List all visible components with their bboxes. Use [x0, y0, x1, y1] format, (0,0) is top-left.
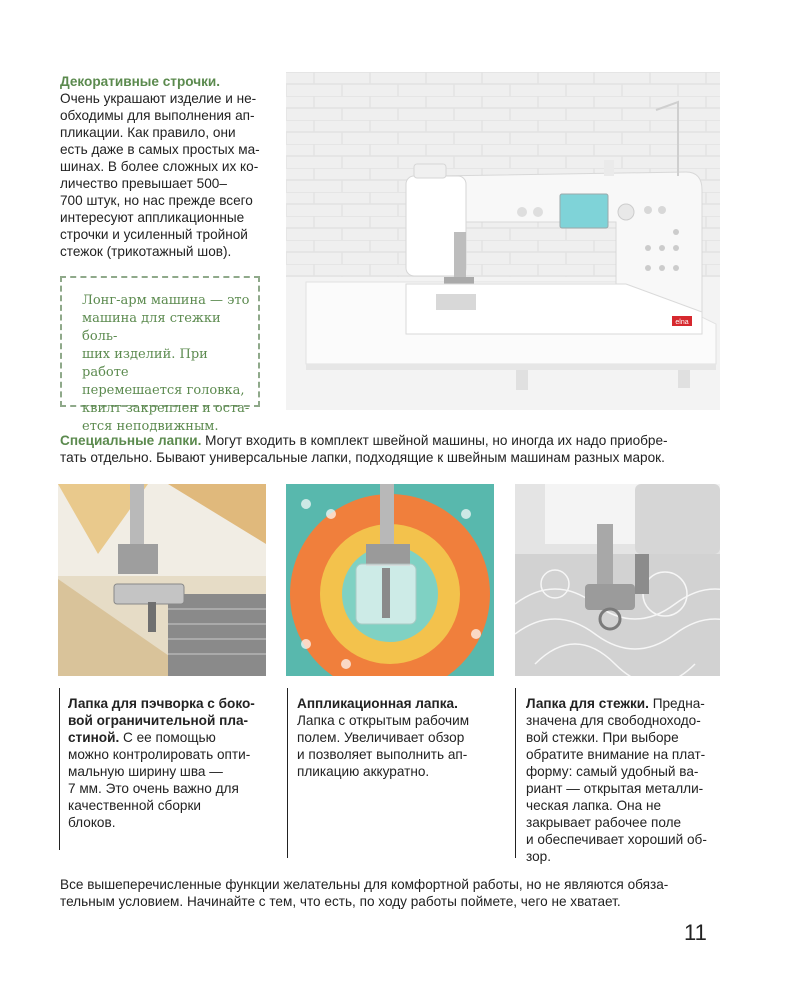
caption-line: зор. [526, 849, 551, 864]
caption-rule-3 [515, 688, 516, 858]
summary-line-1: Все вышеперечисленные функции желательны для комфортной работы, но не являются обяза- [60, 877, 669, 892]
caption-line: качественной сборки [68, 798, 201, 813]
page-number: 11 [684, 920, 707, 945]
brand-logo-text: elna [675, 319, 689, 326]
caption-line: и обеспечивает хороший об- [526, 832, 707, 847]
caption-line: форму: самый удобный ва- [526, 764, 699, 779]
decorative-line: строчки и усиленный тройной [60, 227, 248, 242]
caption-heading-line: вой ограничительной пла- [68, 713, 249, 728]
caption-line: можно контролировать опти- [68, 747, 251, 762]
summary-line-2: тельным условием. Начинайте с тем, что есть, по ходу работы поймете, чего не хватает. [60, 894, 621, 909]
caption-line: 7 мм. Это очень важно для [68, 781, 239, 796]
note-line: квилт закреплен и оста- [82, 401, 250, 416]
note-line: перемешается головка, [82, 383, 245, 398]
caption-line: значена для свободноходо- [526, 713, 701, 728]
caption-line: блоков. [68, 815, 116, 830]
applique-foot-caption [297, 695, 497, 780]
quilting-foot-caption [526, 695, 726, 865]
caption-text: С ее помощью [119, 730, 216, 745]
note-line: ется неподвижным. [82, 419, 219, 434]
applique-foot-photo [286, 484, 494, 676]
summary-paragraph [60, 876, 730, 910]
caption-line: закрывает рабочее поле [526, 815, 682, 830]
special-feet-paragraph [60, 432, 730, 466]
decorative-line: стежок (трикотажный шов). [60, 244, 232, 259]
decorative-line: обходимы для выполнения ап- [60, 108, 255, 123]
caption-line: пликацию аккуратно. [297, 764, 430, 779]
caption-heading: Аппликационная лапка. [297, 696, 458, 711]
caption-heading-line: Лапка для пэчворка с боко- [68, 696, 255, 711]
decorative-heading: Декоративные строчки. [60, 74, 221, 89]
caption-line: ческая лапка. Она не [526, 798, 662, 813]
caption-line [526, 695, 726, 712]
decorative-line: Очень украшают изделие и не- [60, 91, 257, 106]
longarm-note-box [60, 276, 260, 434]
patchwork-foot-photo [58, 484, 266, 676]
patchwork-foot-caption [68, 695, 268, 831]
caption-line: мальную ширину шва — [68, 764, 223, 779]
note-line: ших изделий. При работе [82, 347, 208, 380]
decorative-line: 700 штук, но нас прежде всего [60, 193, 253, 208]
caption-heading: Лапка для стежки. [526, 696, 649, 711]
caption-rule-2 [287, 688, 288, 858]
caption-line: риант — открытая металли- [526, 781, 704, 796]
caption-line: Лапка с открытым рабочим [297, 713, 470, 728]
caption-line: обратите внимание на плат- [526, 747, 706, 762]
special-heading: Специальные лапки. [60, 433, 202, 448]
decorative-line: интересуют аппликационные [60, 210, 245, 225]
caption-text: Предна- [648, 696, 705, 711]
caption-line: полем. Увеличивает обзор [297, 730, 465, 745]
special-line-1-text: Могут входить в комплект швейной машины, но иногда их надо приобре- [201, 433, 668, 448]
sewing-machine-photo [286, 72, 720, 410]
note-line: машина для стежки боль- [82, 311, 221, 344]
decorative-line: есть даже в самых простых ма- [60, 142, 260, 157]
decorative-line: шинах. В более сложных их ко- [60, 159, 259, 174]
caption-rule-1 [59, 688, 60, 850]
decorative-stitches-paragraph [60, 73, 270, 260]
decorative-line: личество превышает 500– [60, 176, 227, 191]
caption-heading-tail: стиной. [68, 730, 120, 745]
caption-line: вой стежки. При выборе [526, 730, 679, 745]
note-line: Лонг-арм машина — это [82, 293, 250, 308]
caption-line [68, 729, 268, 746]
special-line-1 [60, 432, 730, 449]
decorative-line: пликации. Как правило, они [60, 125, 236, 140]
caption-line: и позволяет выполнить ап- [297, 747, 468, 762]
quilting-foot-photo [515, 484, 720, 676]
special-line-2: тать отдельно. Бывают универсальные лапки, подходящие к швейным машинам разных марок. [60, 450, 665, 465]
longarm-note-text [82, 292, 257, 436]
